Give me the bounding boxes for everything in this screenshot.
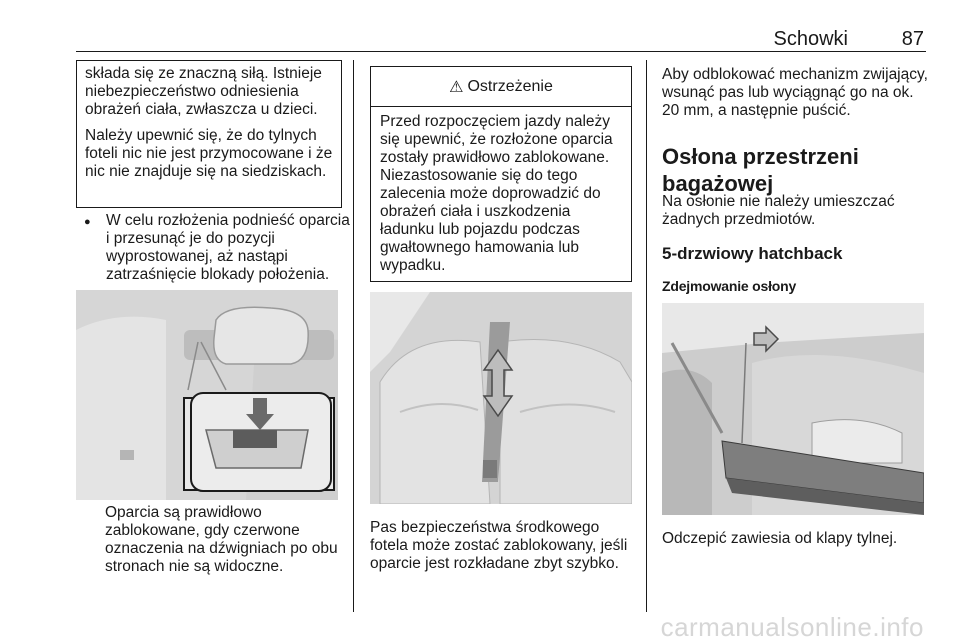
watermark: carmanualsonline.info [660,612,924,642]
seat-lock-drawing [76,290,338,500]
notice-paragraph-2: Należy upewnić się, że do tylnych foteli nic nie jest przymocowane i że nic nie znajduje się na siedziskach. [85,127,333,180]
notice-paragraph-1: składa się ze znaczną siłą. Istnieje niebezpieczeństwo odniesienia obrażeń ciała, zwłaszcza u dzieci. [85,65,322,118]
warning-box [370,66,632,282]
page-number: 87 [901,28,924,50]
seatbelt-illustration [370,292,632,504]
bullet-dot-icon: ● [84,216,91,228]
cargo-cover-text: Na osłonie nie należy umieszczać żadnych przedmiotów. [662,193,895,228]
cargo-cover-drawing [662,303,924,515]
warning-text: Przed rozpoczęciem jazdy należy się upewnić, że rozłożone oparcia zostały prawidłowo zablokowane. Niezastosowanie się do tego zalecenia może doprowadzić do obrażeń ciała i uszkodzenia ładunku lub pojazdu podczas gwałtownego hamowania lub wypadku. [380,113,613,274]
column-divider-2 [646,60,647,612]
warning-triangle-icon: ⚠ [449,78,464,96]
warning-title: Ostrzeżenie [467,77,553,95]
subheading-cover-removal: Zdejmowanie osłony [662,278,797,294]
page-header [76,22,926,52]
warning-header [371,67,631,107]
seatbelt-drawing [370,292,632,504]
section-heading-cargo-cover: Osłona przestrzeni bagażowej [662,144,859,196]
subheading-hatchback: 5-drzwiowy hatchback [662,244,843,263]
seat-lock-caption: Oparcia są prawidłowo zablokowane, gdy czerwone oznaczenia na dźwigniach po obu stronach nie są widoczne. [105,504,338,575]
seatbelt-caption: Pas bezpieczeństwa środkowego fotela może zostać zablokowany, jeśli oparcie jest rozkładane zbyt szybko. [370,519,628,572]
retractor-unlock-text: Aby odblokować mechanizm zwijający, wsunąć pas lub wyciągnąć go na ok. 20 mm, a następnie puścić. [662,66,928,119]
bullet-text: W celu rozłożenia podnieść oparcia i przesunąć je do pozycji wyprostowanej, aż nastąpi zatrzaśnięcie blokady położenia. [106,212,350,283]
page-title: Schowki [773,28,848,50]
cargo-cover-caption: Odczepić zawiesia od klapy tylnej. [662,530,898,547]
notice-box [76,60,342,208]
column-divider-1 [353,60,354,612]
cargo-cover-illustration [662,303,924,515]
seat-lock-illustration [76,290,338,500]
